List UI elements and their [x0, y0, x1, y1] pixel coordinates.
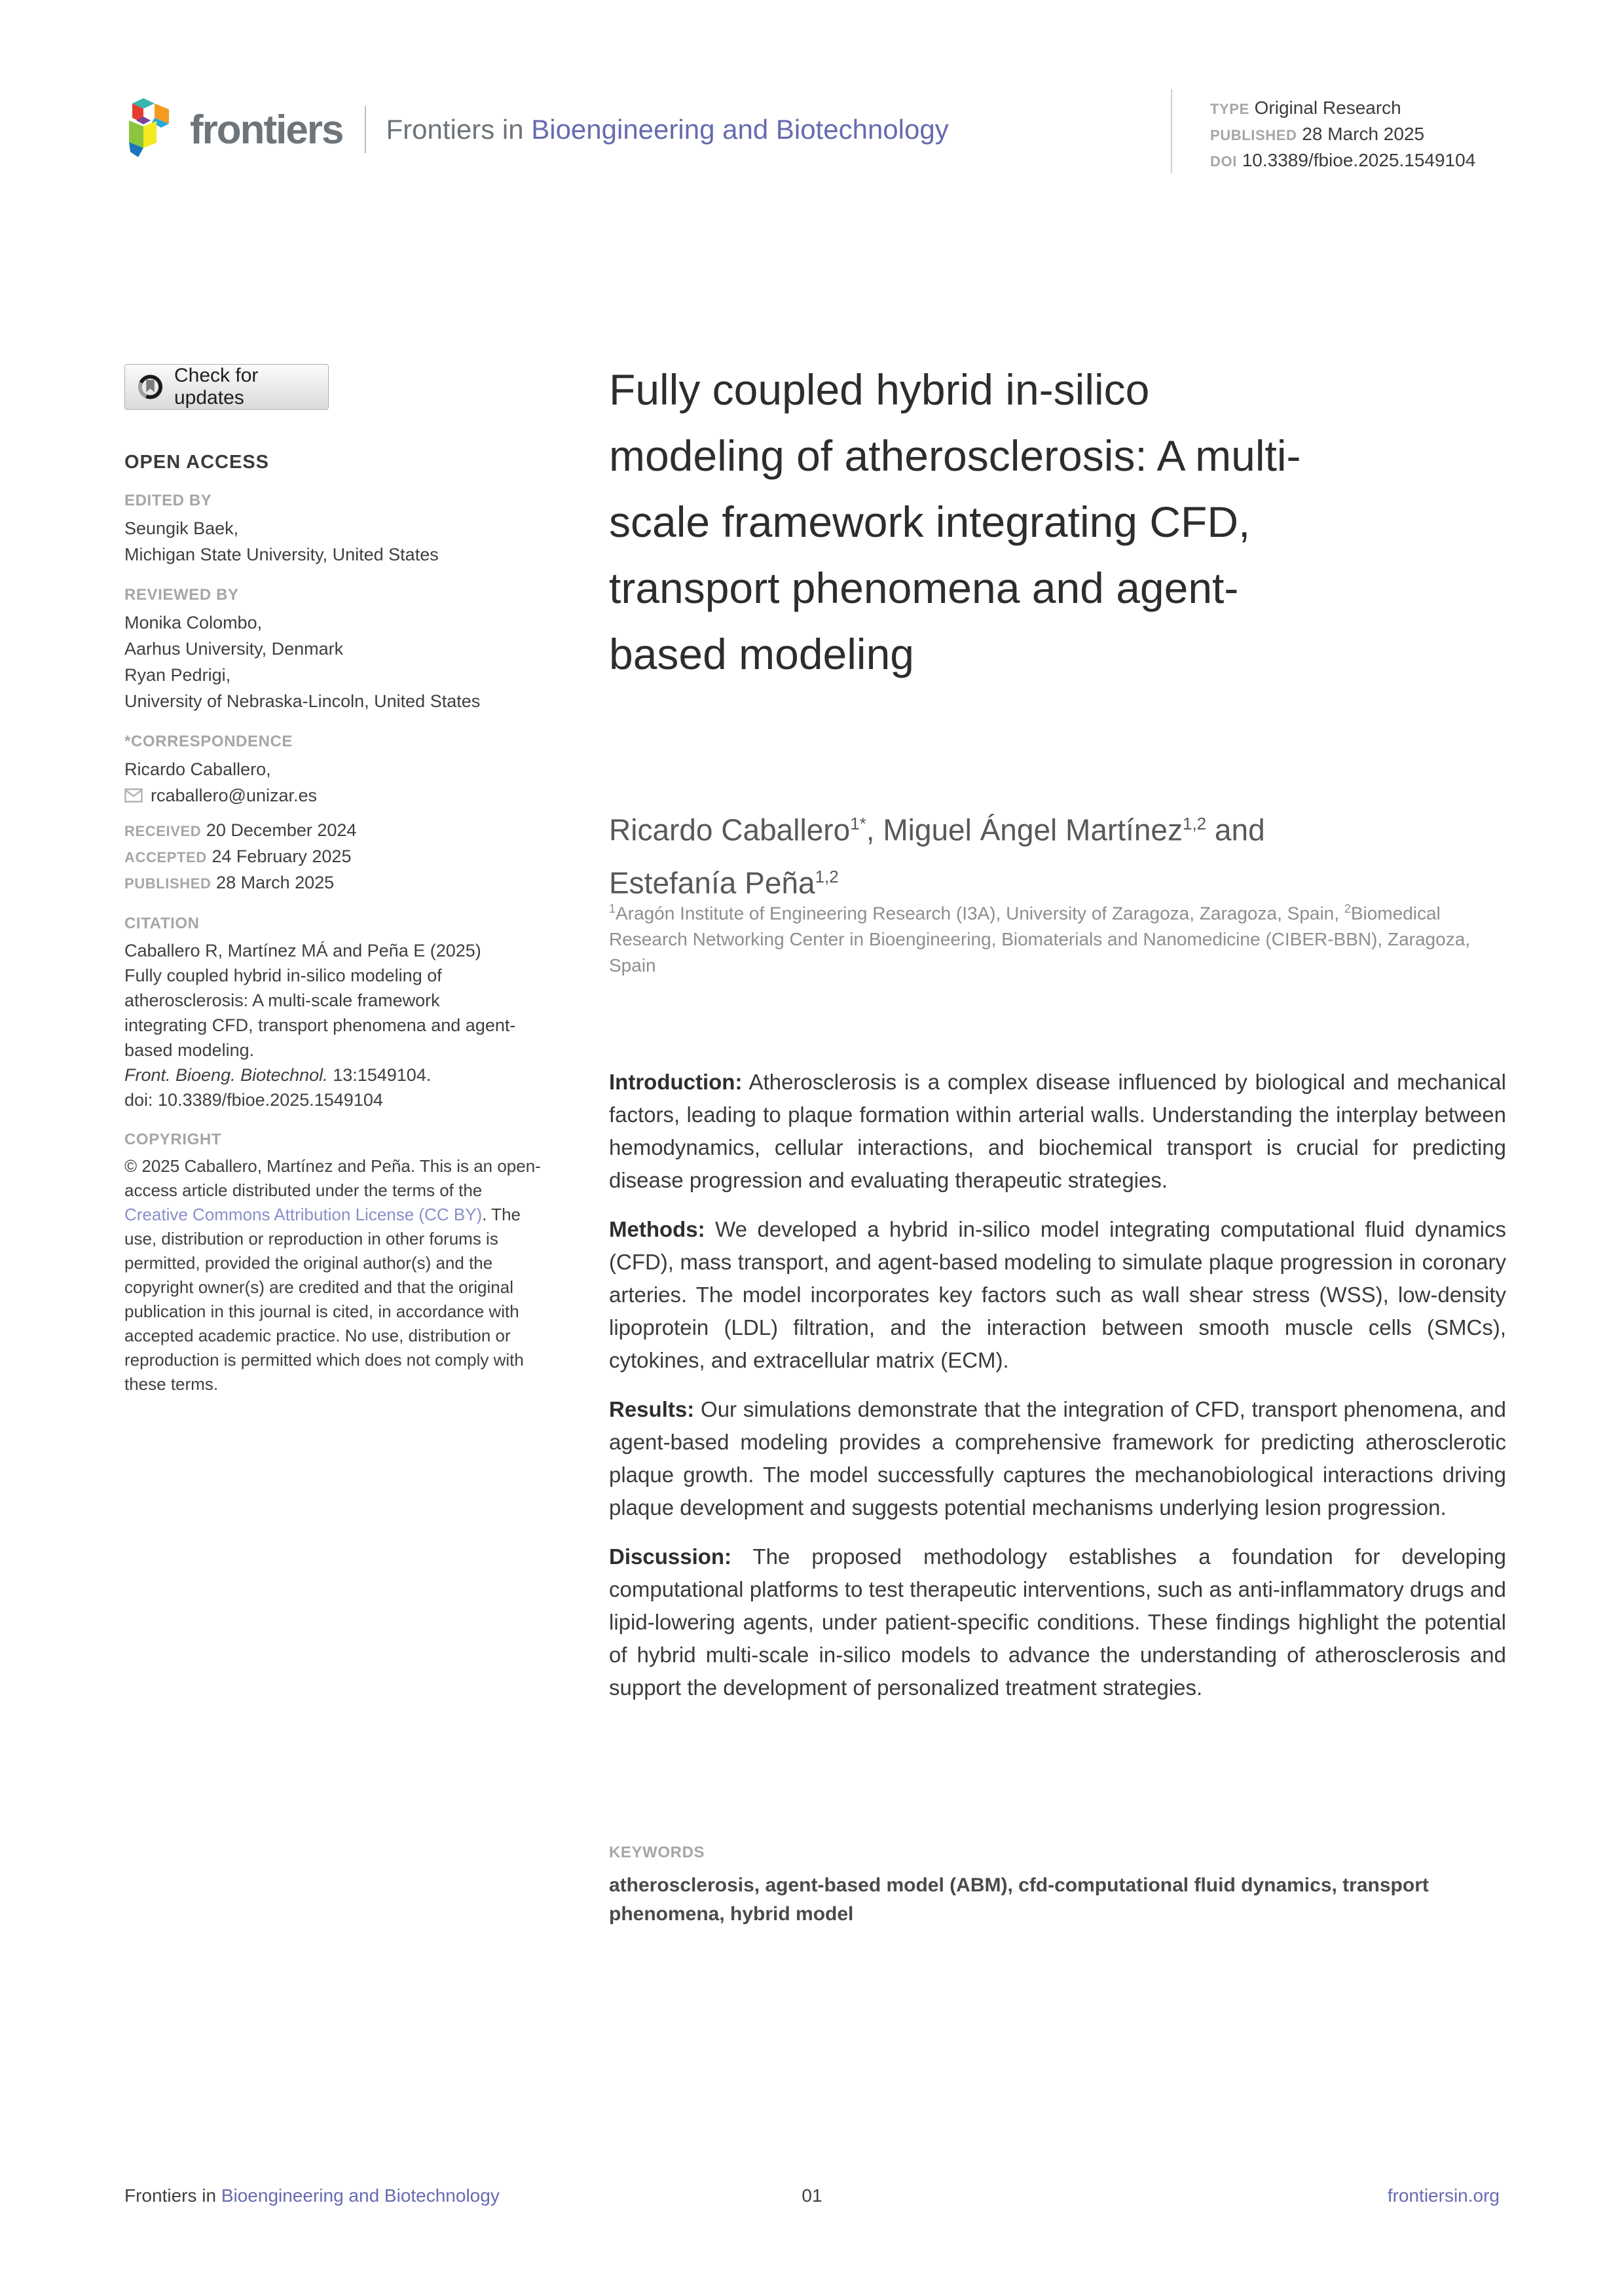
reviewer-name: Monika Colombo,: [124, 613, 263, 632]
received-row: [124, 818, 544, 844]
article-meta: [1210, 96, 1475, 174]
open-access-heading: OPEN ACCESS: [124, 452, 270, 473]
abstract-discussion-label: Discussion:: [609, 1544, 732, 1569]
page-number: 01: [802, 2185, 822, 2206]
citation-label: CITATION: [124, 915, 200, 932]
meta-type-value: Original Research: [1254, 98, 1401, 118]
abstract-introduction: [609, 1066, 1506, 1197]
abstract-results-text: Our simulations demonstrate that the integration of CFD, transport phenomena, and agent-based modeling provides a comprehensive framework for predicting atherosclerotic plaque growth. The model successfully captures the mechanobiological interactions driving plaque development and suggests potential mechanisms underlying lesion progression.: [609, 1397, 1506, 1520]
author-list: [609, 800, 1362, 907]
author-name: Miguel Ángel Martínez: [883, 812, 1183, 847]
check-for-updates-label: Check for updates: [174, 365, 259, 409]
citation-volume: 13:1549104.: [327, 1065, 432, 1085]
abstract-methods-label: Methods:: [609, 1217, 705, 1241]
published-label: PUBLISHED: [124, 875, 212, 892]
citation-text: [124, 938, 517, 1112]
correspondence-email-link[interactable]: rcaballero@unizar.es: [151, 786, 318, 805]
copyright-post: . The use, distribution or reproduction in other forums is permitted, provided the original author(s) and the copyright owner(s) are credited and that the original publication in this journal is cited, in accordance with accepted academic practice. No use, distribution or reproduction is permitted which does not comply with these terms.: [124, 1205, 524, 1394]
footer-journal: [124, 2185, 500, 2206]
logo-wordmark: frontiers: [190, 107, 343, 153]
article-dates: [124, 818, 544, 896]
cc-by-license-link[interactable]: Creative Commons Attribution License (CC BY): [124, 1205, 483, 1224]
correspondence-name: Ricardo Caballero,: [124, 759, 271, 779]
affiliation-text: Biomedical Research Networking Center in Bioengineering, Biomaterials and Nanomedicine (CIBER-BBN), Zaragoza, Spain: [609, 903, 1471, 976]
author-name: Estefanía Peña: [609, 866, 815, 900]
citation-journal: Front. Bioeng. Biotechnol.: [124, 1065, 328, 1085]
envelope-icon: [124, 788, 143, 803]
journal-prefix: Frontiers in: [386, 114, 532, 145]
correspondence-label: *CORRESPONDENCE: [124, 733, 293, 750]
frontiers-logo-icon: [124, 97, 181, 162]
citation-doi: doi: 10.3389/fbioe.2025.1549104: [124, 1090, 383, 1110]
reviewer-name: Ryan Pedrigi,: [124, 665, 231, 685]
check-for-updates-button[interactable]: [124, 364, 329, 410]
published-row: [124, 870, 544, 896]
abstract-results-label: Results:: [609, 1397, 695, 1421]
citation-main: Caballero R, Martínez MÁ and Peña E (2025) Fully coupled hybrid in-silico modeling of atherosclerosis: A multi-scale framework integrating CFD, transport phenomena and agent-based modeling.: [124, 941, 516, 1060]
edited-by-label: EDITED BY: [124, 492, 212, 509]
header-divider: [365, 106, 366, 153]
accepted-row: [124, 844, 544, 870]
author-affiliation-marker: 1,2: [815, 867, 839, 887]
reviewer-affiliation: Aarhus University, Denmark: [124, 639, 344, 659]
accepted-value: 24 February 2025: [212, 847, 352, 866]
meta-doi: [1210, 148, 1475, 174]
accepted-label: ACCEPTED: [124, 849, 207, 866]
reviewed-by-label: REVIEWED BY: [124, 586, 239, 604]
affiliations: [609, 896, 1506, 979]
author-name: Ricardo Caballero: [609, 812, 851, 847]
copyright-label: COPYRIGHT: [124, 1131, 222, 1148]
keywords-text: atherosclerosis, agent-based model (ABM), cfd-computational fluid dynamics, transport phenomena, hybrid model: [609, 1874, 1429, 1925]
abstract: [609, 1066, 1506, 1721]
affiliation-text: Aragón Institute of Engineering Research (I3A), University of Zaragoza, Zaragoza, Spain,: [616, 903, 1344, 924]
correspondence-email-row: [124, 782, 544, 809]
published-value: 28 March 2025: [216, 873, 335, 892]
author-affiliation-marker: 1*: [850, 814, 866, 833]
received-label: RECEIVED: [124, 823, 202, 839]
meta-doi-label: DOI: [1210, 153, 1237, 170]
footer-journal-name: Bioengineering and Biotechnology: [221, 2185, 500, 2206]
left-sidebar: [124, 364, 544, 1396]
keywords-label: KEYWORDS: [609, 1844, 705, 1861]
crossmark-icon: [137, 372, 164, 402]
author-affiliation-marker: 1,2: [1183, 814, 1207, 833]
meta-divider-line: [1171, 89, 1172, 173]
frontiersin-org-link[interactable]: frontiersin.org: [1387, 2185, 1500, 2206]
abstract-methods-text: We developed a hybrid in-silico model integrating computational fluid dynamics (CFD), mass transport, and agent-based modeling to simulate plaque progression in coronary arteries. The model incorporates key factors such as wall shear stress (WSS), low-density lipoprotein (LDL) filtration, and the interaction between smooth muscle cells (SMCs), cytokines, and extracellular matrix (ECM).: [609, 1217, 1506, 1372]
journal-name: Bioengineering and Biotechnology: [531, 114, 949, 145]
received-value: 20 December 2024: [206, 820, 357, 840]
reviewer-affiliation: University of Nebraska-Lincoln, United States: [124, 691, 481, 711]
meta-type: [1210, 96, 1475, 122]
abstract-introduction-label: Introduction:: [609, 1070, 743, 1094]
article-title: Fully coupled hybrid in-silico modeling of atherosclerosis: A multi-scale framework integrating CFD, transport phenomena and agent-based modeling: [609, 365, 1301, 678]
abstract-methods: [609, 1213, 1506, 1377]
abstract-discussion: [609, 1540, 1506, 1704]
meta-published-label: PUBLISHED: [1210, 127, 1297, 143]
header-journal-title: [386, 114, 948, 145]
author-separator: and: [1206, 812, 1265, 847]
footer-site: [1388, 2185, 1500, 2206]
author-separator: ,: [866, 812, 883, 847]
abstract-discussion-text: The proposed methodology establishes a foundation for developing computational platforms to test therapeutic interventions, such as anti-inflammatory drugs and lipid-lowering agents, under patient-specific conditions. These findings highlight the potential of hybrid multi-scale in-silico models to advance the understanding of atherosclerosis and support the development of personalized treatment strategies.: [609, 1544, 1506, 1700]
affiliation-marker: 1: [609, 902, 616, 915]
editor-affiliation: Michigan State University, United States: [124, 545, 439, 564]
editor-name: Seungik Baek,: [124, 519, 239, 538]
meta-published-value: 28 March 2025: [1302, 124, 1425, 144]
copyright-text: [124, 1154, 544, 1396]
affiliation-marker: 2: [1344, 902, 1351, 915]
abstract-introduction-text: Atherosclerosis is a complex disease influenced by biological and mechanical factors, leading to plaque formation within arterial walls. Understanding the interplay between hemodynamics, cellular interactions, and biochemical transport is crucial for predicting disease progression and evaluating therapeutic strategies.: [609, 1070, 1506, 1192]
footer-journal-prefix: Frontiers in: [124, 2185, 221, 2206]
meta-type-label: TYPE: [1210, 101, 1249, 117]
meta-published: [1210, 122, 1475, 148]
citation-source: [124, 1063, 517, 1087]
header-brand: [124, 97, 949, 162]
copyright-pre: © 2025 Caballero, Martínez and Peña. This is an open-access article distributed under the terms of the: [124, 1156, 541, 1200]
meta-doi-value: 10.3389/fbioe.2025.1549104: [1242, 150, 1476, 170]
abstract-results: [609, 1393, 1506, 1524]
